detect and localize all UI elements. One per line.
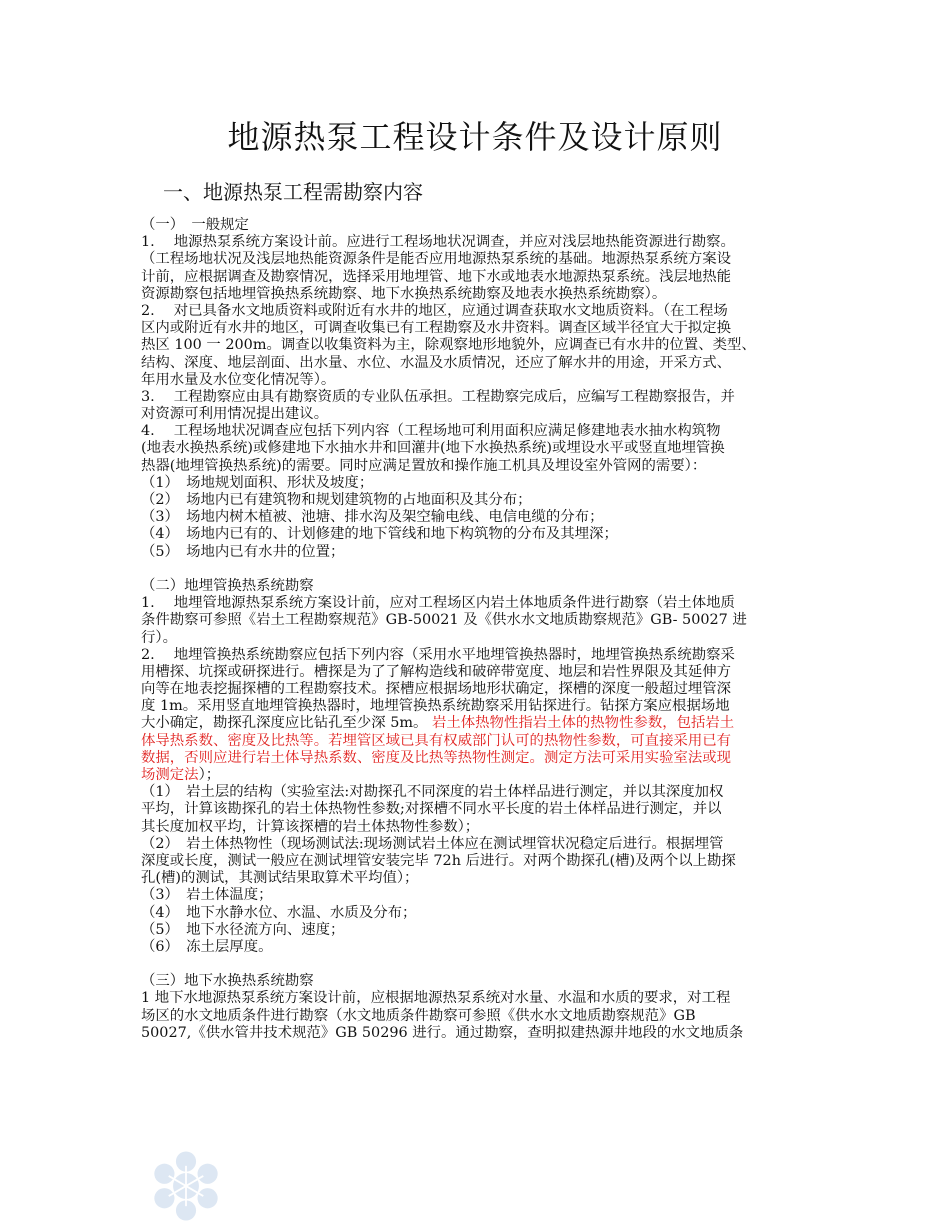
line-text: 行）。	[141, 629, 177, 646]
line-text: 条件勘察可参照《岩土工程勘察规范》GB-50021 及《供水水文地质勘察规范》GB- 50027 进	[141, 612, 747, 629]
line-text: （一） 一般规定	[141, 217, 249, 233]
body-line	[141, 509, 813, 526]
body-line	[141, 939, 813, 956]
document-body	[141, 217, 813, 1042]
body-line	[141, 251, 813, 268]
body-line	[141, 1025, 813, 1042]
line-text: 向等在地表挖掘探槽的工程勘察技术。探槽应根据场地形状确定，探槽的深度一般超过埋管深	[141, 681, 732, 698]
line-text: （5） 地下水径流方向、速度；	[141, 921, 345, 938]
line-text: 区内或附近有水井的地区，可调查收集已有工程勘察及水井资料。调查区域半径宜大于拟定换	[141, 320, 732, 337]
highlighted-text: 体导热系数、密度及比热等。若埋管区域已具有权威部门认可的热物性参数，可直接采用已有	[141, 732, 732, 749]
line-text: （4） 场地内已有的、计划修建的地下管线和地下构筑物的分布及其埋深；	[141, 526, 618, 543]
body-line	[141, 355, 813, 372]
body-line	[141, 234, 813, 251]
line-text: 结构、深度、地层剖面、出水量、水位、水温及水质情况，还应了解水井的用途，开采方式、	[141, 354, 732, 371]
body-line	[141, 870, 813, 887]
body-line	[141, 320, 813, 337]
line-text: 大小确定，勘探孔深度应比钻孔至少深 5m。	[141, 715, 428, 732]
body-line	[141, 973, 813, 990]
line-text: （3） 场地内树木植被、池塘、排水沟及架空输电线、电信电缆的分布；	[141, 509, 604, 526]
line-text: 度 1m。采用竖直地埋管换热器时，地埋管换热系统勘察采用钻探进行。钻探方案应根据场地	[141, 698, 730, 715]
body-line	[141, 990, 813, 1007]
line-text: 对资源可利用情况提出建议。	[141, 406, 329, 423]
line-text: 深度或长度，测试一般应在测试埋管安装完毕 72h 后进行。对两个勘探孔(槽)及两个以上勘探	[141, 852, 736, 869]
body-line	[141, 492, 813, 509]
line-text: (地表水换热系统)或修建地下水抽水井和回灌井(地下水换热系统)或埋设水平或竖直地埋管换	[141, 440, 725, 457]
body-line	[141, 922, 813, 939]
body-line	[141, 561, 813, 578]
body-line	[141, 440, 813, 457]
body-line	[141, 698, 813, 715]
body-line	[141, 715, 813, 732]
line-text: 50027,《供水管井技术规范》GB 50296 进行。通过勘察，查明拟建热源井地段的水文地质条	[141, 1024, 744, 1041]
body-line	[141, 217, 813, 234]
line-text: 孔(槽)的测试，其测试结果取算术平均值）；	[141, 870, 419, 887]
line-text: （3） 岩土体温度；	[141, 887, 273, 904]
line-text: 热区 100 一 200m。调查以收集资料为主，除观察地形地貌外，应调查已有水井的位置、类型、	[141, 337, 756, 354]
body-line	[141, 733, 813, 750]
body-line	[141, 458, 813, 475]
line-text: （三）地下水换热系统勘察	[141, 973, 314, 990]
line-text: 热器(地埋管换热系统)的需要。同时应满足置放和操作施工机具及埋设室外管网的需要）：	[141, 457, 707, 474]
line-text: （1） 岩土层的结构（实验室法:对勘探孔不同深度的岩土体样品进行测定，并以其深度加权	[141, 784, 724, 801]
body-line	[141, 750, 813, 767]
body-line	[141, 406, 813, 423]
line-text: （二）地埋管换热系统勘察	[141, 577, 314, 594]
line-text: （1） 场地规划面积、形状及坡度；	[141, 474, 374, 491]
body-line	[141, 269, 813, 286]
body-line	[141, 664, 813, 681]
body-line	[141, 853, 813, 870]
line-text: 1. 地源热泵系统方案设计前。应进行工程场地状况调查，并应对浅层地热能资源进行勘察。	[141, 234, 735, 251]
line-text: （5） 场地内已有水井的位置；	[141, 543, 345, 560]
line-text: （2） 岩土体热物性（现场测试法:现场测试岩土体应在测试埋管状况稳定后进行。根据埋管	[141, 835, 724, 852]
body-line	[141, 372, 813, 389]
line-text: 用槽探、坑探或研探进行。槽探是为了了解构造线和破碎带宽度、地层和岩性界限及其延伸方	[141, 663, 732, 680]
body-line	[141, 303, 813, 320]
line-text: 其长度加权平均，计算该探槽的岩土体热物性参数）；	[141, 818, 480, 835]
line-text: 计前，应根据调查及勘察情况，选择采用地埋管、地下水或地表水地源热泵系统。浅层地热能	[141, 268, 732, 285]
line-text: （工程场地状况及浅层地热能资源条件是能否应用地源热泵系统的基础。地源热泵系统方案设	[141, 251, 732, 268]
line-text: 资源勘察包括地埋管换热系统勘察、地下水换热系统勘察及地表水换热系统勘察）。	[141, 285, 667, 302]
line-text: 年用水量及水位变化情况等）。	[141, 371, 336, 388]
body-line	[141, 887, 813, 904]
body-line	[141, 286, 813, 303]
line-text: 1 地下水地源热泵系统方案设计前，应根据地源热泵系统对水量、水温和水质的要求，对工程	[141, 990, 731, 1007]
body-line	[141, 836, 813, 853]
body-line	[141, 801, 813, 818]
body-line	[141, 647, 813, 664]
body-line	[141, 905, 813, 922]
line-text: 4. 工程场地状况调查应包括下列内容（工程场地可利用面积应满足修建地表水抽水构筑物	[141, 423, 721, 440]
line-text: ）；	[198, 767, 221, 783]
body-line	[141, 612, 813, 629]
body-line	[141, 544, 813, 561]
body-line	[141, 630, 813, 647]
body-line	[141, 1008, 813, 1025]
line-text: （6） 冻土层厚度。	[141, 938, 273, 955]
body-line	[141, 956, 813, 973]
line-text: 2. 对已具备水文地质资料或附近有水井的地区，应通过调查获取水文地质资料。（在工程场	[141, 302, 728, 319]
line-text: 1. 地埋管地源热泵系统方案设计前，应对工程场区内岩土体地质条件进行勘察（岩土体地质	[141, 595, 735, 612]
line-text: 2. 地埋管换热系统勘察应包括下列内容（采用水平地埋管换热器时，地埋管换热系统勘察采	[141, 646, 735, 663]
highlighted-text: 场测定法	[141, 767, 199, 783]
line-text: 平均，计算该勘探孔的岩土体热物性参数;对探槽不同水平长度的岩土体样品进行测定，并以	[141, 801, 722, 818]
body-line	[141, 819, 813, 836]
body-line	[141, 423, 813, 440]
line-text: 场区的水文地质条件进行勘察（水文地质条件勘察可参照《供水水文地质勘察规范》GB	[141, 1007, 696, 1024]
snowflake-watermark-icon	[150, 1150, 222, 1222]
body-line	[141, 767, 813, 784]
body-line	[141, 389, 813, 406]
highlighted-text: 数据，否则应进行岩土体导热系数、密度及比热等热物性测定。测定方法可采用实验室法或现	[141, 749, 732, 766]
body-line	[141, 784, 813, 801]
line-text: （2） 场地内已有建筑物和规划建筑物的占地面积及其分布；	[141, 492, 532, 508]
body-line	[141, 337, 813, 354]
body-line	[141, 578, 813, 595]
body-line	[141, 526, 813, 543]
body-line	[141, 595, 813, 612]
section-heading: 一、地源热泵工程需勘察内容	[163, 180, 423, 204]
body-line	[141, 475, 813, 492]
highlighted-text: 岩土体热物性指岩土体的热物性参数，包括岩土	[427, 715, 735, 732]
line-text: 3. 工程勘察应由具有勘察资质的专业队伍承担。工程勘察完成后，应编写工程勘察报告，并	[141, 388, 735, 405]
body-line	[141, 681, 813, 698]
line-text: （4） 地下水静水位、水温、水质及分布；	[141, 904, 417, 921]
document-title: 地源热泵工程设计条件及设计原则	[227, 118, 723, 156]
